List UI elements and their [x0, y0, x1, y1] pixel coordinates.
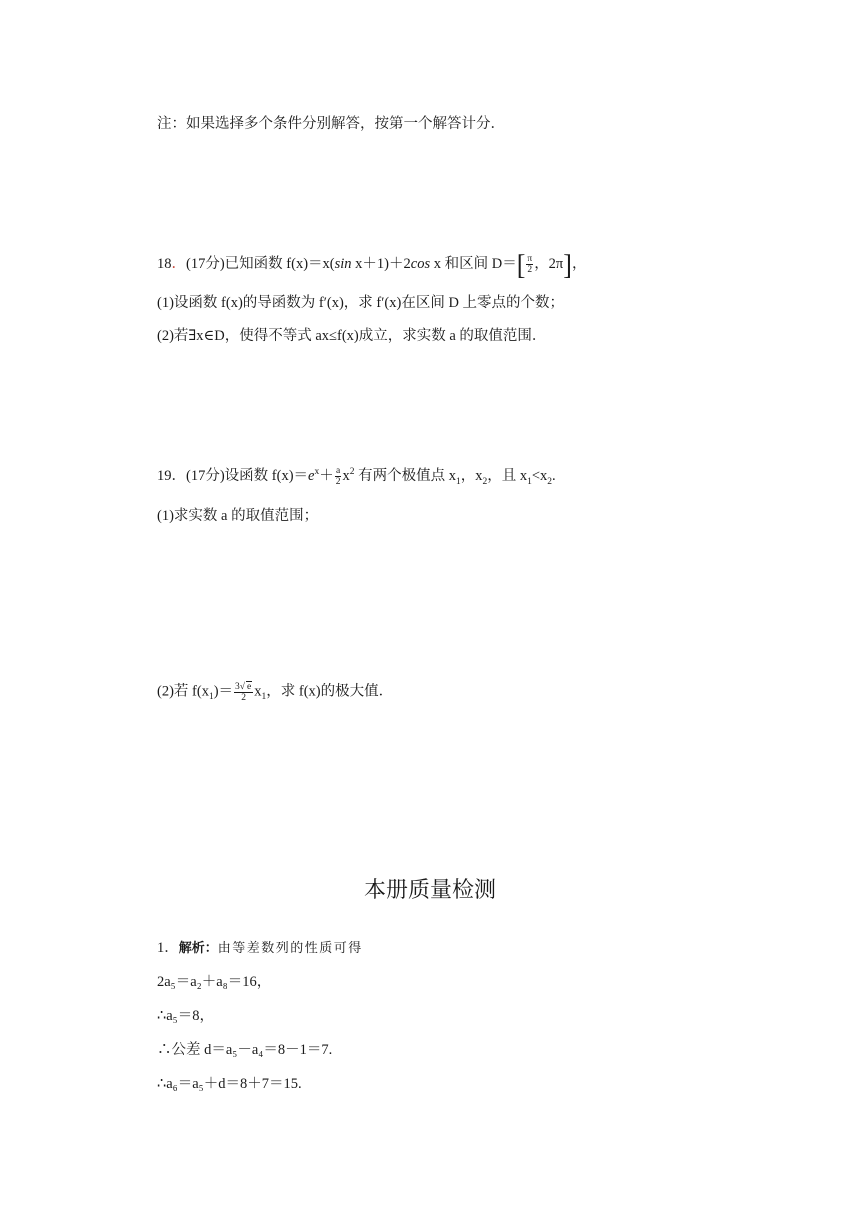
q18-text-mid1: x＋1)＋2: [351, 256, 411, 272]
q19-part2-x-sub: 1: [261, 692, 267, 703]
q19-frac-den: 2: [335, 477, 341, 488]
answer-1-line2-text: ∴a₅＝8，: [157, 1008, 214, 1024]
q19-frac-num: a: [336, 466, 341, 477]
question-19-part2: [157, 681, 393, 703]
q19-x2-sup: 2: [349, 467, 355, 478]
q18-number: 18: [157, 256, 172, 272]
q19-part2-frac-den: 2: [241, 693, 247, 703]
right-bracket: ]: [563, 248, 572, 281]
q19-part2-x: x: [254, 683, 262, 700]
q19-e-sup: x: [314, 467, 320, 478]
answer-1-line1-text: 2a₅＝a₂＋a₈＝16，: [157, 974, 272, 990]
q19-points: (17分): [186, 468, 225, 484]
answer-1-header: [157, 938, 363, 959]
q19-part2-coef: 3: [235, 682, 240, 692]
q18-part1-text: (1)设函数 f(x)的导函数为 f′(x)，求 f′(x)在区间 D 上零点的个数；: [157, 295, 565, 311]
q19-part1-text: (1)求实数 a 的取值范围；: [157, 508, 319, 524]
q19-part2-tail: ，求 f(x)的极大值．: [266, 683, 394, 700]
q19-part2-sub: 1: [208, 692, 214, 703]
q19-part2-frac-num: 3√ e: [235, 682, 252, 692]
q18-frac-den: 2: [527, 265, 533, 276]
question-19-stem: [157, 466, 556, 487]
answer-1-line2: [157, 1006, 214, 1026]
answer-1-line1: [157, 972, 271, 992]
q19-dot: ．: [171, 468, 186, 484]
q19-part2-fraction: [234, 681, 253, 703]
q18-dot: ．: [171, 256, 186, 272]
note-text: 注：如果选择多个条件分别解答，按第一个解答计分．: [157, 116, 505, 132]
q18-tail: ，: [571, 256, 587, 272]
answer-1-line3: [157, 1040, 332, 1060]
question-18-part1: [157, 293, 564, 313]
q19-plus: ＋: [319, 468, 334, 484]
question-19-part1: [157, 506, 318, 526]
q18-frac-num: π: [527, 254, 533, 265]
q18-points: (17分): [186, 256, 225, 272]
q19-e: e: [308, 468, 315, 484]
q19-and: ，且 x: [487, 468, 528, 484]
q19-text-pre: 设函数 f(x)＝: [224, 468, 309, 484]
q18-text-pre: 已知函数 f(x)＝x(: [224, 256, 335, 272]
answer-1-number: 1．: [157, 940, 179, 956]
q19-part2-root: e: [247, 682, 252, 692]
note-line: [157, 114, 505, 134]
q19-x2: x: [342, 468, 350, 484]
section-title: 本册质量检测: [363, 877, 496, 902]
q19-mid: 有两个极值点 x: [354, 468, 456, 484]
q18-cos: cos: [410, 256, 431, 272]
answer-1-text: 由等差数列的性质可得: [217, 941, 363, 956]
q19-part2-eq: )＝: [213, 683, 234, 700]
q19-end: .: [552, 468, 556, 484]
q19-number: 19: [157, 468, 172, 484]
q18-part2-text: (2)若∃x∈D，使得不等式 ax≤f(x)成立，求实数 a 的取值范围．: [157, 328, 547, 344]
answer-1-label: 解析：: [178, 941, 218, 956]
q19-fraction: [335, 466, 342, 487]
q18-text-mid2: x 和区间 D＝: [430, 256, 517, 272]
q19-lt: <x: [531, 468, 548, 484]
answer-1-line4-text: ∴a₆＝a₅＋d＝8＋7＝15.: [157, 1076, 302, 1092]
answer-1-line3-text: ∴公差 d＝a₅－a₄＝8－1＝7.: [157, 1042, 333, 1058]
q19-sub2: 2: [482, 476, 488, 487]
answer-1-line4: [157, 1074, 302, 1094]
left-bracket: [: [516, 248, 526, 281]
q18-sin: sin: [334, 256, 352, 272]
q19-sub4: 2: [547, 476, 553, 487]
q19-part2-pre: (2)若 f(x: [157, 683, 209, 700]
q19-sub1: 1: [455, 476, 461, 487]
question-18-stem: [157, 248, 587, 281]
question-18-part2: [157, 326, 546, 346]
q18-fraction: [526, 254, 533, 275]
q19-comma: ，x: [460, 468, 483, 484]
q19-sub3: 1: [527, 476, 532, 487]
q18-interval-end: ，2π: [534, 256, 564, 272]
